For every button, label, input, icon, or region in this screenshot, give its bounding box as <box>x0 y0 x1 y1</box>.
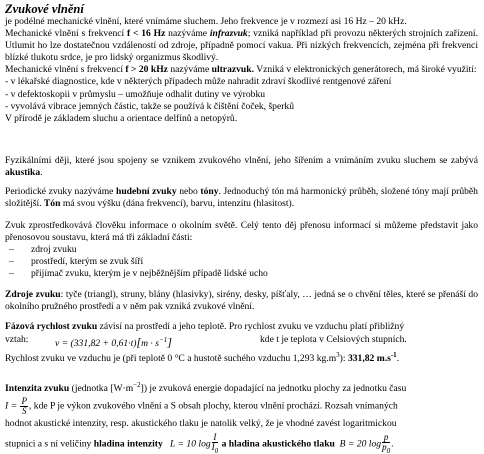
intensity-range-line: hodnot akustické intenzity, resp. akustického tlaku je natolik velký, že je vhodné zavést logaritmickou <box>5 418 397 430</box>
speed-paragraph: Fázová rychlost zvuku závisí na prostředí a jeho teplotě. Pro rychlost zvuku ve vzduchu platí přibližný <box>5 321 405 332</box>
musical-paragraph: Periodické zvuky nazýváme hudební zvuky nebo tóny. Jednoduchý tón má harmonický průběh, složené tóny mají průběh složitější. Tón má svou výšku (dána frekvencí), barvu, intenzitu (hlasitost). <box>5 186 478 210</box>
transfer-section <box>5 220 478 280</box>
transfer-item: – zdroj zvuku <box>9 244 77 256</box>
air-speed-line: Rychlost zvuku ve vzduchu je (při teplotě 0 °C a hustotě suchého vzduchu 1,293 $kg.m^3$): 331,82 $m.s^{-1}$. <box>5 351 400 365</box>
use-item: - v lékařské diagnostice, kde v některých případech může nahradit zdraví škodlivé rentgenové záření <box>5 76 392 88</box>
intro-line: je podélné mechanické vlnění, které vnímáme sluchem. Jeho frekvence je v rozmezí asi 16 Hz – 20 kHz. <box>5 16 407 27</box>
speed-formula: $v = (331,82 + 0,61\cdot t)[m \cdot s^{-1}]$ <box>55 335 172 350</box>
levels-line: stupnici a s ní veličiny hladina intenzity L = 10 log $\frac{I}{I_0}$ a hladina akustického tlaku B = 20 log $\frac{p}{p_0}$ . <box>5 433 478 454</box>
pressure-level-fraction: $\frac{p}{p_0}$ <box>382 432 391 454</box>
page-title: Zvukové vlnění <box>5 2 84 16</box>
speed-section <box>5 321 478 365</box>
sources-paragraph: Zdroje zvuku: tyče (triangl), struny, blány (hlasivky), sirény, desky, píšťaly, … jedná se o chvění těles, které se přenáší do okolního pružného prostředí a v něm pak vzniká zvukové vlnění. <box>5 289 478 313</box>
transfer-item: – prostředí, kterým se zvuk šíří <box>9 256 144 268</box>
intensity-level-fraction: $\frac{I}{I_0}$ <box>211 432 219 454</box>
power-area-fraction: $\frac{P}{S}$ <box>21 396 27 417</box>
infrasound-paragraph: Mechanické vlnění s frekvencí f < 16 Hz nazýváme infrazvuk; vzniká například při provozu některých strojních zařízení. Utlumit ho lze dostatečnou vzdáleností od zdroje, případně pomocí vakua. Při nízkých frekvencích, zejména při frekvenci blízké tlukotu srdce, je pro lidský organizmus škodlivý. <box>5 28 479 64</box>
transfer-paragraph: Zvuk zprostředkovává člověku informace o okolním světě. Celý tento děj přenosu informací si můžeme představit jako přenosovou soustavu, která má tři základní části: <box>5 220 478 244</box>
intensity-formula-line: I = $\frac{P}{S}$ , kde P je výkon zvukového vlnění a S obsah plochy, kterou vlnění prochází. Rozsah vnímaných <box>5 396 398 417</box>
use-item: - vyvolává vibrace jemných částic, takže se používá k čištění čoček, šperků <box>5 100 295 112</box>
intro-section <box>5 16 478 125</box>
intensity-line: Intenzita zvuku (jednotka $[W\cdot m^{-2}]$) je zvuková energie dopadající na jednotku plochy za jednotku času <box>5 381 407 395</box>
intensity-section <box>5 379 478 454</box>
speed-formula-line: vztah: $v = (331,82 + 0,61\cdot t)[m \cdot s^{-1}]$ kde t je teplota v Celsiových stupních. <box>5 334 407 350</box>
acoustics-paragraph: Fyzikálními ději, které jsou spojeny se vznikem zvukového vlnění, jeho šířením a vnímáním zvuku sluchem se zabývá akustika. <box>5 155 478 179</box>
transfer-item: – přijímač zvuku, kterým je v nejběžnějším případě lidské ucho <box>9 268 268 280</box>
use-item: - v defektoskopii v průmyslu – umožňuje odhalit dutiny ve výrobku <box>5 88 266 100</box>
ultrasound-paragraph: Mechanické vlnění s frekvencí f > 20 kHz nazýváme ultrazvuk. Vzniká v elektronických generátorech, má široké využití: <box>5 64 477 76</box>
nature-line: V přírodě je základem sluchu a orientace delfínů a netopýrů. <box>5 112 238 124</box>
